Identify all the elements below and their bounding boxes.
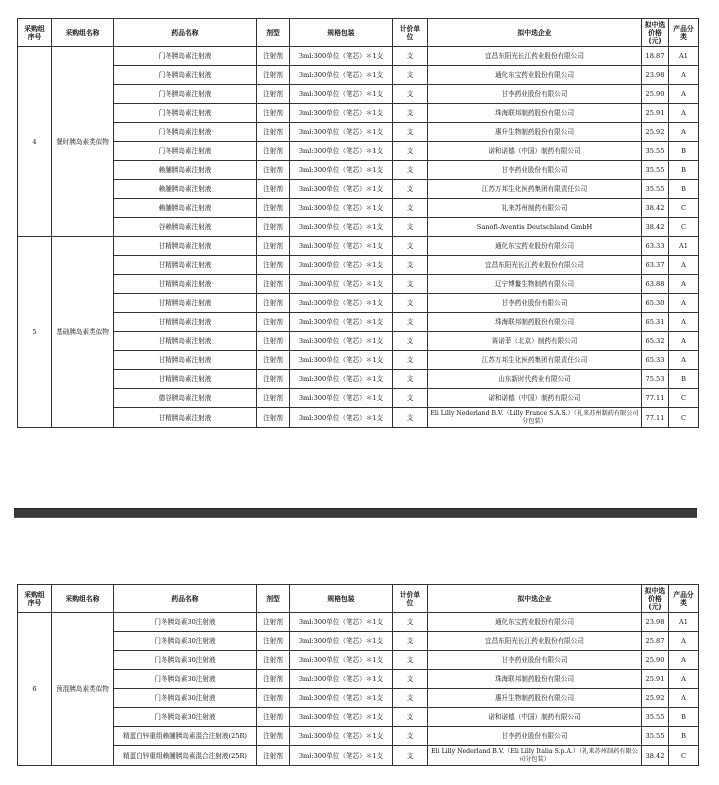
spec-cell: 3ml:300单位（笔芯）＊1支 xyxy=(290,351,393,370)
price-cell: 25.90 xyxy=(642,651,669,670)
company-cell: 宜昌东阳光长江药业股份有限公司 xyxy=(428,47,642,66)
spec-cell: 3ml:300单位（笔芯）＊1支 xyxy=(290,632,393,651)
price-cell: 25.90 xyxy=(642,85,669,104)
price-cell: 35.55 xyxy=(642,180,669,199)
form-cell: 注射剂 xyxy=(257,370,290,389)
category-cell: A xyxy=(669,85,699,104)
price-cell: 25.91 xyxy=(642,670,669,689)
price-cell: 65.30 xyxy=(642,294,669,313)
drug-name-cell: 门冬胰岛素30注射液 xyxy=(114,651,257,670)
unit-cell: 支 xyxy=(393,104,428,123)
procurement-table-1 xyxy=(17,18,699,428)
form-cell: 注射剂 xyxy=(257,632,290,651)
drug-name-cell: 门冬胰岛素注射液 xyxy=(114,104,257,123)
company-cell: 礼来苏州制药有限公司 xyxy=(428,199,642,218)
table-row xyxy=(18,370,699,389)
table-1-body xyxy=(18,47,699,428)
drug-name-cell: 门冬胰岛素注射液 xyxy=(114,47,257,66)
category-cell: A xyxy=(669,689,699,708)
price-cell: 25.91 xyxy=(642,104,669,123)
category-cell: C xyxy=(669,389,699,408)
form-cell: 注射剂 xyxy=(257,351,290,370)
table-row xyxy=(18,218,699,237)
category-cell: A xyxy=(669,351,699,370)
page-divider xyxy=(14,508,697,518)
table-row xyxy=(18,85,699,104)
company-cell: 甘李药业股份有限公司 xyxy=(428,85,642,104)
unit-cell: 支 xyxy=(393,237,428,256)
category-cell: A xyxy=(669,651,699,670)
unit-cell: 支 xyxy=(393,180,428,199)
spec-cell: 3ml:300单位（笔芯）＊1支 xyxy=(290,237,393,256)
procurement-table-2 xyxy=(17,584,699,766)
drug-name-cell: 门冬胰岛素注射液 xyxy=(114,123,257,142)
price-cell: 77.11 xyxy=(642,389,669,408)
spec-cell: 3ml:300单位（笔芯）＊1支 xyxy=(290,104,393,123)
price-cell: 35.55 xyxy=(642,708,669,727)
table-row xyxy=(18,313,699,332)
header-unit: 计价单 位 xyxy=(393,19,428,47)
price-cell: 25.87 xyxy=(642,632,669,651)
company-cell: 甘李药业股份有限公司 xyxy=(428,651,642,670)
unit-cell: 支 xyxy=(393,651,428,670)
category-cell: B xyxy=(669,370,699,389)
table-row xyxy=(18,746,699,766)
spec-cell: 3ml:300单位（笔芯）＊1支 xyxy=(290,275,393,294)
price-cell: 35.55 xyxy=(642,161,669,180)
category-cell: A xyxy=(669,294,699,313)
company-cell: 山东新时代药业有限公司 xyxy=(428,370,642,389)
company-cell: 江苏万邦生化医药集团有限责任公司 xyxy=(428,180,642,199)
header-price: 拟中选 价格 (元) xyxy=(642,585,669,613)
table-row xyxy=(18,294,699,313)
drug-name-cell: 甘精胰岛素注射液 xyxy=(114,332,257,351)
spec-cell: 3ml:300单位（笔芯）＊1支 xyxy=(290,370,393,389)
header-spec: 规格包装 xyxy=(290,19,393,47)
unit-cell: 支 xyxy=(393,85,428,104)
category-cell: A xyxy=(669,256,699,275)
form-cell: 注射剂 xyxy=(257,689,290,708)
unit-cell: 支 xyxy=(393,632,428,651)
price-cell: 65.32 xyxy=(642,332,669,351)
category-cell: A xyxy=(669,123,699,142)
form-cell: 注射剂 xyxy=(257,651,290,670)
table-row xyxy=(18,689,699,708)
form-cell: 注射剂 xyxy=(257,313,290,332)
company-cell: Eli Lilly Nederland B.V.（Lilly France S.A.S.）（礼来苏州制药有限公司分包装） xyxy=(428,408,642,428)
table-2-body xyxy=(18,613,699,766)
category-cell: A xyxy=(669,632,699,651)
drug-name-cell: 甘精胰岛素注射液 xyxy=(114,313,257,332)
unit-cell: 支 xyxy=(393,727,428,746)
table-row xyxy=(18,104,699,123)
table-row xyxy=(18,351,699,370)
category-cell: C xyxy=(669,199,699,218)
price-cell: 65.31 xyxy=(642,313,669,332)
company-cell: 宜昌东阳光长江药业股份有限公司 xyxy=(428,256,642,275)
form-cell: 注射剂 xyxy=(257,237,290,256)
table-row xyxy=(18,670,699,689)
unit-cell: 支 xyxy=(393,670,428,689)
form-cell: 注射剂 xyxy=(257,199,290,218)
table-row xyxy=(18,632,699,651)
company-cell: 珠海联邦制药股份有限公司 xyxy=(428,104,642,123)
price-cell: 75.53 xyxy=(642,370,669,389)
category-cell: A xyxy=(669,104,699,123)
company-cell: 惠升生物制药股份有限公司 xyxy=(428,689,642,708)
form-cell: 注射剂 xyxy=(257,708,290,727)
table-row xyxy=(18,161,699,180)
form-cell: 注射剂 xyxy=(257,332,290,351)
spec-cell: 3ml:300单位（笔芯）＊1支 xyxy=(290,408,393,428)
group-name-cell: 基础胰岛素类似物 xyxy=(52,237,114,428)
company-cell: 诺和诺德（中国）制药有限公司 xyxy=(428,389,642,408)
table-row xyxy=(18,332,699,351)
unit-cell: 支 xyxy=(393,256,428,275)
table-row xyxy=(18,727,699,746)
price-cell: 77.11 xyxy=(642,408,669,428)
header-form: 剂型 xyxy=(257,585,290,613)
unit-cell: 支 xyxy=(393,313,428,332)
company-cell: 惠升生物制药股份有限公司 xyxy=(428,123,642,142)
header-row xyxy=(18,585,699,613)
unit-cell: 支 xyxy=(393,708,428,727)
spec-cell: 3ml:300单位（笔芯）＊1支 xyxy=(290,389,393,408)
drug-name-cell: 赖脯胰岛素注射液 xyxy=(114,199,257,218)
table-row xyxy=(18,237,699,256)
company-cell: 宜昌东阳光长江药业股份有限公司 xyxy=(428,632,642,651)
group-number-cell: 5 xyxy=(18,237,52,428)
form-cell: 注射剂 xyxy=(257,294,290,313)
drug-name-cell: 甘精胰岛素注射液 xyxy=(114,256,257,275)
company-cell: 赛诺菲（北京）制药有限公司 xyxy=(428,332,642,351)
spec-cell: 3ml:300单位（笔芯）＊1支 xyxy=(290,613,393,632)
form-cell: 注射剂 xyxy=(257,180,290,199)
company-cell: 甘李药业股份有限公司 xyxy=(428,727,642,746)
category-cell: B xyxy=(669,142,699,161)
unit-cell: 支 xyxy=(393,408,428,428)
drug-name-cell: 甘精胰岛素注射液 xyxy=(114,351,257,370)
company-cell: 江苏万邦生化医药集团有限责任公司 xyxy=(428,351,642,370)
drug-name-cell: 谷赖胰岛素注射液 xyxy=(114,218,257,237)
header-row xyxy=(18,19,699,47)
drug-name-cell: 甘精胰岛素注射液 xyxy=(114,408,257,428)
category-cell: B xyxy=(669,180,699,199)
unit-cell: 支 xyxy=(393,689,428,708)
drug-name-cell: 门冬胰岛素30注射液 xyxy=(114,632,257,651)
price-cell: 63.37 xyxy=(642,256,669,275)
form-cell: 注射剂 xyxy=(257,389,290,408)
unit-cell: 支 xyxy=(393,161,428,180)
drug-name-cell: 赖脯胰岛素注射液 xyxy=(114,180,257,199)
form-cell: 注射剂 xyxy=(257,613,290,632)
company-cell: Sanofi-Aventis Deutschland GmbH xyxy=(428,218,642,237)
form-cell: 注射剂 xyxy=(257,727,290,746)
form-cell: 注射剂 xyxy=(257,746,290,766)
table-row xyxy=(18,180,699,199)
group-number-cell: 6 xyxy=(18,613,52,766)
spec-cell: 3ml:300单位（笔芯）＊1支 xyxy=(290,294,393,313)
category-cell: A1 xyxy=(669,237,699,256)
drug-name-cell: 赖脯胰岛素注射液 xyxy=(114,161,257,180)
price-cell: 38.42 xyxy=(642,199,669,218)
spec-cell: 3ml:300单位（笔芯）＊1支 xyxy=(290,180,393,199)
company-cell: 珠海联邦制药股份有限公司 xyxy=(428,313,642,332)
unit-cell: 支 xyxy=(393,199,428,218)
company-cell: 辽宁博鳌生物制药有限公司 xyxy=(428,275,642,294)
header-group-name: 采购组名称 xyxy=(52,585,114,613)
price-cell: 63.33 xyxy=(642,237,669,256)
price-cell: 18.87 xyxy=(642,47,669,66)
unit-cell: 支 xyxy=(393,218,428,237)
category-cell: A xyxy=(669,275,699,294)
form-cell: 注射剂 xyxy=(257,123,290,142)
form-cell: 注射剂 xyxy=(257,218,290,237)
drug-name-cell: 甘精胰岛素注射液 xyxy=(114,237,257,256)
table-row xyxy=(18,47,699,66)
category-cell: A xyxy=(669,332,699,351)
drug-name-cell: 门冬胰岛素30注射液 xyxy=(114,708,257,727)
spec-cell: 3ml:300单位（笔芯）＊1支 xyxy=(290,85,393,104)
form-cell: 注射剂 xyxy=(257,85,290,104)
form-cell: 注射剂 xyxy=(257,161,290,180)
table-row xyxy=(18,275,699,294)
form-cell: 注射剂 xyxy=(257,256,290,275)
header-drug-name: 药品名称 xyxy=(114,585,257,613)
spec-cell: 3ml:300单位（笔芯）＊1支 xyxy=(290,161,393,180)
spec-cell: 3ml:300单位（笔芯）＊1支 xyxy=(290,66,393,85)
table-row xyxy=(18,651,699,670)
unit-cell: 支 xyxy=(393,47,428,66)
header-price: 拟中选 价格 (元) xyxy=(642,19,669,47)
group-number-cell: 4 xyxy=(18,47,52,237)
table-row xyxy=(18,66,699,85)
category-cell: C xyxy=(669,218,699,237)
drug-name-cell: 精蛋白锌重组赖脯胰岛素混合注射液(25R) xyxy=(114,746,257,766)
unit-cell: 支 xyxy=(393,142,428,161)
drug-name-cell: 门冬胰岛素30注射液 xyxy=(114,689,257,708)
header-group-no: 采购组 序号 xyxy=(18,19,52,47)
header-category: 产品分 类 xyxy=(669,585,699,613)
company-cell: 诺和诺德（中国）制药有限公司 xyxy=(428,142,642,161)
company-cell: Eli Lilly Nederland B.V.（Eli Lilly Italia S.p.A.）（礼来苏州制药有限公司分包装） xyxy=(428,746,642,766)
drug-name-cell: 精蛋白锌重组赖脯胰岛素混合注射液(25R) xyxy=(114,727,257,746)
company-cell: 甘李药业股份有限公司 xyxy=(428,161,642,180)
unit-cell: 支 xyxy=(393,613,428,632)
form-cell: 注射剂 xyxy=(257,47,290,66)
group-name-cell: 餐时胰岛素类似物 xyxy=(52,47,114,237)
drug-name-cell: 门冬胰岛素30注射液 xyxy=(114,613,257,632)
table-row xyxy=(18,613,699,632)
price-cell: 23.98 xyxy=(642,613,669,632)
drug-name-cell: 甘精胰岛素注射液 xyxy=(114,370,257,389)
company-cell: 通化东宝药业股份有限公司 xyxy=(428,66,642,85)
spec-cell: 3ml:300单位（笔芯）＊1支 xyxy=(290,256,393,275)
price-cell: 38.42 xyxy=(642,218,669,237)
price-cell: 38.42 xyxy=(642,746,669,766)
company-cell: 甘李药业股份有限公司 xyxy=(428,294,642,313)
category-cell: A xyxy=(669,313,699,332)
table-row xyxy=(18,389,699,408)
header-company: 拟中选企业 xyxy=(428,19,642,47)
table-row xyxy=(18,142,699,161)
spec-cell: 3ml:300单位（笔芯）＊1支 xyxy=(290,746,393,766)
company-cell: 诺和诺德（中国）制药有限公司 xyxy=(428,708,642,727)
unit-cell: 支 xyxy=(393,275,428,294)
price-cell: 63.88 xyxy=(642,275,669,294)
header-group-name: 采购组名称 xyxy=(52,19,114,47)
form-cell: 注射剂 xyxy=(257,275,290,294)
category-cell: B xyxy=(669,161,699,180)
drug-name-cell: 德谷胰岛素注射液 xyxy=(114,389,257,408)
unit-cell: 支 xyxy=(393,332,428,351)
unit-cell: 支 xyxy=(393,351,428,370)
spec-cell: 3ml:300单位（笔芯）＊1支 xyxy=(290,689,393,708)
category-cell: A xyxy=(669,66,699,85)
spec-cell: 3ml:300单位（笔芯）＊1支 xyxy=(290,123,393,142)
unit-cell: 支 xyxy=(393,294,428,313)
drug-name-cell: 门冬胰岛素30注射液 xyxy=(114,670,257,689)
spec-cell: 3ml:300单位（笔芯）＊1支 xyxy=(290,47,393,66)
header-drug-name: 药品名称 xyxy=(114,19,257,47)
company-cell: 珠海联邦制药股份有限公司 xyxy=(428,670,642,689)
table-row xyxy=(18,123,699,142)
category-cell: A xyxy=(669,670,699,689)
spec-cell: 3ml:300单位（笔芯）＊1支 xyxy=(290,199,393,218)
category-cell: A1 xyxy=(669,47,699,66)
unit-cell: 支 xyxy=(393,370,428,389)
header-spec: 规格包装 xyxy=(290,585,393,613)
spec-cell: 3ml:300单位（笔芯）＊1支 xyxy=(290,218,393,237)
table-row xyxy=(18,408,699,428)
price-cell: 25.92 xyxy=(642,123,669,142)
table-row xyxy=(18,256,699,275)
form-cell: 注射剂 xyxy=(257,142,290,161)
drug-name-cell: 门冬胰岛素注射液 xyxy=(114,142,257,161)
price-cell: 65.33 xyxy=(642,351,669,370)
header-form: 剂型 xyxy=(257,19,290,47)
spec-cell: 3ml:300单位（笔芯）＊1支 xyxy=(290,651,393,670)
spec-cell: 3ml:300单位（笔芯）＊1支 xyxy=(290,313,393,332)
company-cell: 通化东宝药业股份有限公司 xyxy=(428,613,642,632)
form-cell: 注射剂 xyxy=(257,66,290,85)
price-cell: 35.55 xyxy=(642,142,669,161)
unit-cell: 支 xyxy=(393,123,428,142)
unit-cell: 支 xyxy=(393,746,428,766)
spec-cell: 3ml:300单位（笔芯）＊1支 xyxy=(290,708,393,727)
table-row xyxy=(18,199,699,218)
drug-name-cell: 甘精胰岛素注射液 xyxy=(114,275,257,294)
header-category: 产品分 类 xyxy=(669,19,699,47)
category-cell: C xyxy=(669,746,699,766)
header-unit: 计价单 位 xyxy=(393,585,428,613)
category-cell: A1 xyxy=(669,613,699,632)
spec-cell: 3ml:300单位（笔芯）＊1支 xyxy=(290,142,393,161)
spec-cell: 3ml:300单位（笔芯）＊1支 xyxy=(290,332,393,351)
spec-cell: 3ml:300单位（笔芯）＊1支 xyxy=(290,727,393,746)
price-cell: 23.98 xyxy=(642,66,669,85)
unit-cell: 支 xyxy=(393,389,428,408)
price-cell: 25.92 xyxy=(642,689,669,708)
group-name-cell: 预混胰岛素类似物 xyxy=(52,613,114,766)
table-row xyxy=(18,708,699,727)
category-cell: B xyxy=(669,727,699,746)
form-cell: 注射剂 xyxy=(257,408,290,428)
category-cell: B xyxy=(669,708,699,727)
header-group-no: 采购组 序号 xyxy=(18,585,52,613)
drug-name-cell: 甘精胰岛素注射液 xyxy=(114,294,257,313)
spec-cell: 3ml:300单位（笔芯）＊1支 xyxy=(290,670,393,689)
category-cell: C xyxy=(669,408,699,428)
unit-cell: 支 xyxy=(393,66,428,85)
company-cell: 通化东宝药业股份有限公司 xyxy=(428,237,642,256)
form-cell: 注射剂 xyxy=(257,104,290,123)
drug-name-cell: 门冬胰岛素注射液 xyxy=(114,66,257,85)
header-company: 拟中选企业 xyxy=(428,585,642,613)
drug-name-cell: 门冬胰岛素注射液 xyxy=(114,85,257,104)
form-cell: 注射剂 xyxy=(257,670,290,689)
price-cell: 35.55 xyxy=(642,727,669,746)
